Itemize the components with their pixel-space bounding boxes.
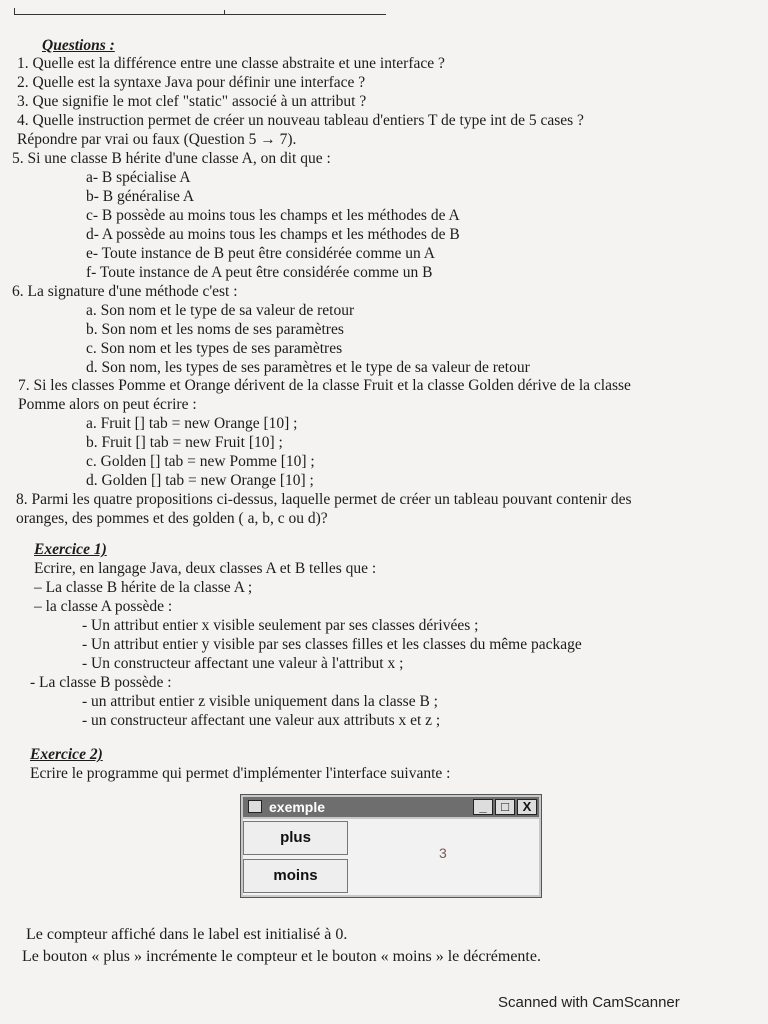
maximize-button[interactable]: □ [495, 799, 515, 815]
q7-option: a. Fruit [] tab = new Orange [10] ; [86, 415, 298, 432]
exercice-1-intro: Ecrire, en langage Java, deux classes A et B telles que : [34, 560, 377, 577]
question-1: 1. Quelle est la différence entre une classe abstraite et une interface ? [17, 55, 445, 72]
example-window [240, 794, 542, 898]
q5-option: a- B spécialise A [86, 169, 191, 186]
minimize-button[interactable]: _ [473, 799, 493, 815]
exercice-2-note-2: Le bouton « plus » incrémente le compteur et le bouton « moins » le décrémente. [22, 948, 541, 965]
q5-option: c- B possède au moins tous les champs et les méthodes de A [86, 207, 460, 224]
q5-option: d- A possède au moins tous les champs et les méthodes de B [86, 226, 460, 243]
exercice-1-line: - un constructeur affectant une valeur aux attributs x et z ; [82, 712, 441, 729]
top-rule [14, 14, 386, 15]
q6-option: b. Son nom et les noms de ses paramètres [86, 321, 344, 338]
exercice-2-intro: Ecrire le programme qui permet d'implémenter l'interface suivante : [30, 765, 451, 782]
q7-option: b. Fruit [] tab = new Fruit [10] ; [86, 434, 283, 451]
question-6: 6. La signature d'une méthode c'est : [12, 283, 238, 300]
window-title: exemple [269, 799, 326, 815]
q6-option: d. Son nom, les types de ses paramètres et le type de sa valeur de retour [86, 359, 530, 376]
exercice-1-line: – La classe B hérite de la classe A ; [34, 579, 253, 596]
camscanner-watermark: Scanned with CamScanner [498, 994, 680, 1011]
exercice-1-line: - Un attribut entier x visible seulement par ses classes dérivées ; [82, 617, 479, 634]
exercice-1-heading: Exercice 1) [34, 541, 107, 558]
q5-option: b- B généralise A [86, 188, 195, 205]
moins-button[interactable]: moins [243, 859, 348, 893]
counter-label: 3 [439, 845, 447, 861]
exercice-1-line: - un attribut entier z visible uniquement dans la classe B ; [82, 693, 438, 710]
question-7-line-2: Pomme alors on peut écrire : [18, 396, 197, 413]
question-2: 2. Quelle est la syntaxe Java pour définir une interface ? [17, 74, 366, 91]
exercice-1-line: - Un constructeur affectant une valeur à l'attribut x ; [82, 655, 404, 672]
question-3: 3. Que signifie le mot clef "static" associé à un attribut ? [17, 93, 367, 110]
question-8-line-1: 8. Parmi les quatre propositions ci-dessus, laquelle permet de créer un tableau pouvant contenir des [16, 491, 632, 508]
q7-option: d. Golden [] tab = new Orange [10] ; [86, 472, 314, 489]
q6-option: a. Son nom et le type de sa valeur de retour [86, 302, 355, 319]
exercice-2-note-1: Le compteur affiché dans le label est initialisé à 0. [26, 926, 348, 943]
java-cup-icon [248, 800, 262, 813]
q5-option: e- Toute instance de B peut être considérée comme un A [86, 245, 435, 262]
question-7-line-1: 7. Si les classes Pomme et Orange dérivent de la classe Fruit et la classe Golden dérive de la classe [18, 377, 631, 394]
vrai-faux-instruction: Répondre par vrai ou faux (Question 5 → 7). [17, 131, 297, 148]
exercice-2-heading: Exercice 2) [30, 746, 103, 763]
questions-heading: Questions : [42, 37, 115, 54]
q7-option: c. Golden [] tab = new Pomme [10] ; [86, 453, 315, 470]
exercice-1-line: - Un attribut entier y visible par ses classes filles et les classes du même package [82, 636, 582, 653]
window-content [243, 819, 539, 895]
q5-option: f- Toute instance de A peut être considérée comme un B [86, 264, 433, 281]
question-8-line-2: oranges, des pommes et des golden ( a, b, c ou d)? [16, 510, 328, 527]
exercice-1-line: - La classe B possède : [30, 674, 172, 691]
q6-option: c. Son nom et les types de ses paramètres [86, 340, 343, 357]
question-4: 4. Quelle instruction permet de créer un nouveau tableau d'entiers T de type int de 5 cases ? [17, 112, 584, 129]
question-5: 5. Si une classe B hérite d'une classe A, on dit que : [12, 150, 331, 167]
window-titlebar [243, 797, 539, 817]
exercice-1-line: – la classe A possède : [34, 598, 173, 615]
close-button[interactable]: X [517, 799, 537, 815]
plus-button[interactable]: plus [243, 821, 348, 855]
